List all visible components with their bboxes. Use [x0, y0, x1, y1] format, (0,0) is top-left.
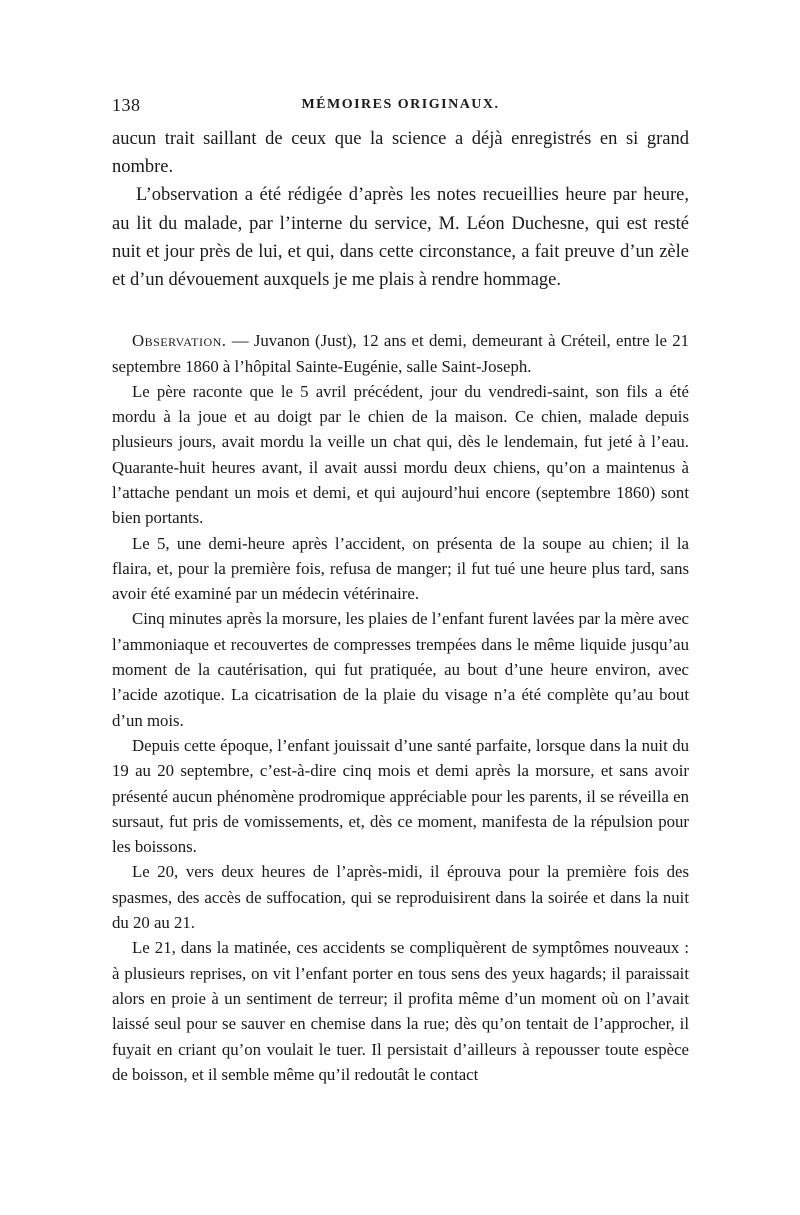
observation-paragraph-7: Le 21, dans la matinée, ces accidents se compliquèrent de symptômes nouveaux : à plusieurs reprises, on vit l’enfant porter en tous sens des yeux hagards; il paraissait alors en proie à un sentiment de terreur; il profita même d’un moment où on l’avait laissé seul pour se sauver en chemise dans la rue; dès qu’on tentait de l’approcher, il fuyait en criant qu’on voulait le tuer. Il persistait d’ailleurs à repousser toute espèce de boisson, et il semble même qu’il redoutât le contact	[112, 938, 689, 1084]
intro-paragraph-2: L’observation a été rédigée d’après les notes recueillies heure par heure, au lit du malade, par l’interne du service, M. Léon Duchesne, qui est resté nuit et jour près de lui, et qui, dans cette circonstance, a fait preuve d’un zèle et d’un dévouement auxquels je me plais à rendre hommage.	[112, 185, 689, 291]
observation-label: Observation.	[132, 331, 227, 351]
running-title: MÉMOIRES ORIGINAUX.	[301, 97, 500, 112]
intro-text	[112, 125, 689, 294]
observation-paragraph-6: Le 20, vers deux heures de l’après-midi, il éprouva pour la première fois des spasmes, des accès de suffocation, qui se reproduisirent dans la soirée et dans la nuit du 20 au 21.	[112, 862, 689, 933]
observation-section	[112, 328, 689, 1087]
page-number: 138	[112, 95, 141, 115]
observation-paragraph-4: Cinq minutes après la morsure, les plaies de l’enfant furent lavées par la mère avec l’ammoniaque et recouvertes de compresses trempées dans le même liquide jusqu’au moment de la cautérisation, qui fut pratiquée, au bout d’une heure environ, avec l’acide azotique. La cicatrisation de la plaie du visage n’a été complète qu’au bout d’un mois.	[112, 609, 689, 730]
observation-paragraph-1	[112, 328, 689, 379]
observation-paragraph-3: Le 5, une demi-heure après l’accident, on présenta de la soupe au chien; il la flaira, et, pour la première fois, refusa de manger; il fut tué une heure plus tard, sans avoir été examiné par un médecin vétérinaire.	[112, 533, 689, 604]
observation-intro-text: — Juvanon (Just), 12 ans et demi, demeurant à Créteil, entre le 21 septembre 1860 à l’hôpital Sainte-Eugénie, salle Saint-Joseph.	[112, 331, 689, 376]
running-head	[112, 95, 689, 125]
observation-paragraph-2: Le père raconte que le 5 avril précédent, jour du vendredi-saint, son fils a été mordu à la joue et au doigt par le chien de la maison. Ce chien, malade depuis plusieurs jours, avait mordu la veille un chat qui, dès le lendemain, fut jeté à l’eau. Quarante-huit heures avant, il avait aussi mordu deux chiens, qu’on a maintenus à l’attache pendant un mois et demi, et qui aujourd’hui encore (septembre 1860) sont bien portants.	[112, 381, 689, 528]
intro-paragraph-1: aucun trait saillant de ceux que la science a déjà enregistrés en si grand nombre.	[112, 129, 689, 178]
observation-paragraph-5: Depuis cette époque, l’enfant jouissait d’une santé parfaite, lorsque dans la nuit du 19 au 20 septembre, c’est-à-dire cinq mois et demi après la morsure, et sans avoir présenté aucun phénomène prodromique appréciable pour les parents, il se réveilla en sursaut, fut pris de vomissements, et, dès ce moment, manifesta de la répulsion pour les boissons.	[112, 735, 689, 857]
book-page	[112, 95, 689, 1087]
